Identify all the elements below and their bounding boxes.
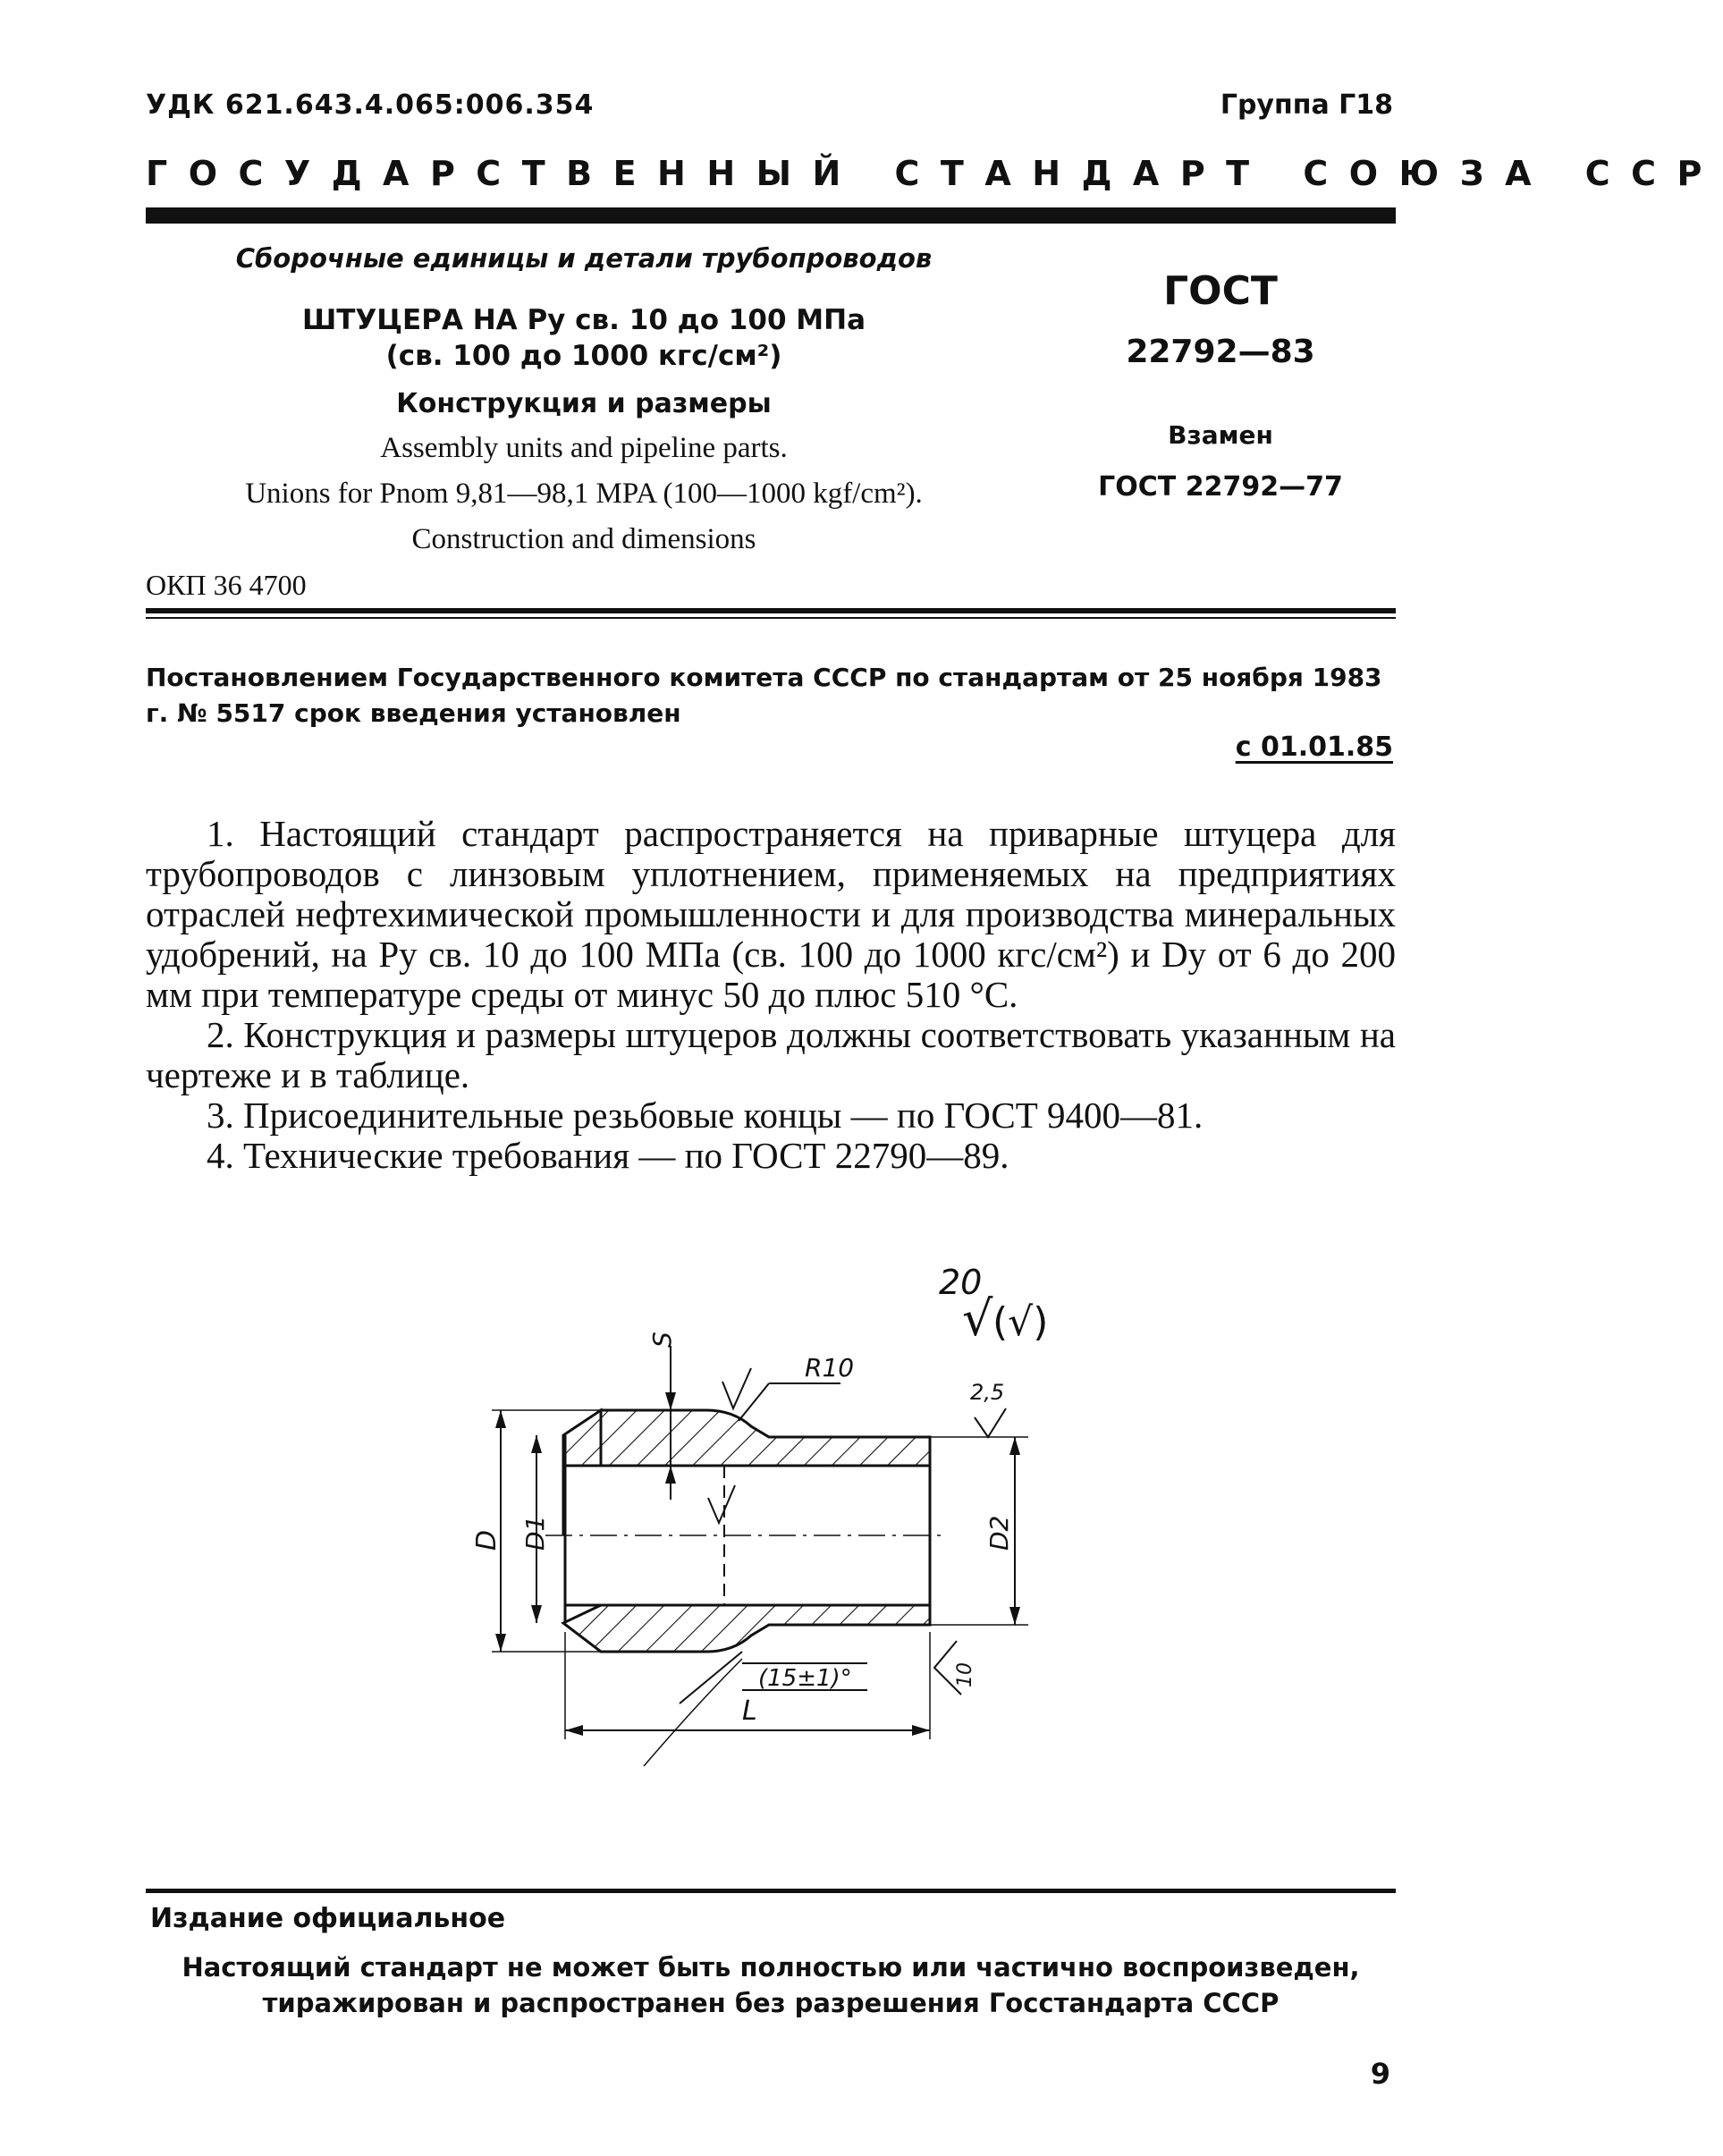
- gost-label: ГОСТ: [1163, 268, 1278, 314]
- dim-D2-label: D2: [984, 1515, 1014, 1551]
- radius-label: R10: [805, 1353, 855, 1382]
- header-rule: [146, 207, 1396, 224]
- decree-text: Постановлением Государственного комитета СССР по стандартам от 25 ноября 1983 г. № 5517 срок введения установлен: [146, 663, 1382, 728]
- english-title-line-1: Assembly units and pipeline parts.: [380, 432, 788, 464]
- group-code: Группа Г18: [1220, 89, 1393, 121]
- series-title: Сборочные единицы и детали трубопроводов: [235, 243, 933, 274]
- copyright-note-line-2: тиражирован и распространен без разрешения Госстандарта СССР: [262, 1988, 1280, 2018]
- instead-label: Взамен: [1168, 420, 1273, 450]
- state-standard-heading: ГОСУДАРСТВЕННЫЙ СТАНДАРТ СОЮЗА ССР: [146, 154, 1723, 193]
- paragraph-2: 2. Конструкция и размеры штуцеров должны соответствовать указанным на чертеже и в таблице.: [146, 1014, 1396, 1095]
- lower-wall-section: [563, 1605, 930, 1652]
- effective-date: с 01.01.85: [1235, 731, 1393, 763]
- roughness-top-symbol: [722, 1368, 751, 1408]
- english-title-line-3: Construction and dimensions: [411, 523, 756, 555]
- english-title-line-2: Unions for Pnom 9,81—98,1 MPA (100—1000 kgf/cm²).: [245, 478, 923, 510]
- angle-label: (15±1)°: [758, 1665, 852, 1692]
- body-text: [146, 814, 1396, 1176]
- gost-number: 22792—83: [1126, 334, 1315, 370]
- dim-D-label: D: [471, 1529, 503, 1551]
- roughness-general-symbol: √: [962, 1290, 993, 1347]
- edition-label: Издание официальное: [150, 1903, 506, 1934]
- paragraph-1: 1. Настоящий стандарт распространяется на приварные штуцера для трубопроводов с линзовым уплотнением, применяемых на предприятиях отраслей нефтехимической промышленности и для производства минеральных удобрений, на Pу св. 10 до 100 МПа (св. 100 до 1000 кгс/см²) и Dу от 6 до 200 мм при температуре среды от минус 50 до плюс 510 °С.: [146, 813, 1396, 1015]
- roughness-general-value: 20: [939, 1263, 983, 1302]
- radius-leader: [739, 1383, 769, 1421]
- main-title-line-2: (св. 100 до 1000 кгс/см²): [385, 340, 782, 372]
- page-number: 9: [1370, 2057, 1390, 2091]
- gost-block: [1073, 268, 1368, 503]
- copyright-note: [146, 1949, 1396, 2021]
- replaced-standard: ГОСТ 22792—77: [1098, 471, 1343, 503]
- bore: [565, 1466, 930, 1602]
- okp-code: ОКП 36 4700: [146, 569, 307, 601]
- copyright-note-line-1: Настоящий стандарт не может быть полностью или частично воспроизведен,: [182, 1952, 1360, 1983]
- union-drawing-svg: [471, 1239, 1082, 1739]
- paragraph-4: 4. Технические требования — по ГОСТ 22790—89.: [207, 1135, 1009, 1176]
- roughness-side-value: 10: [954, 1662, 976, 1687]
- roughness-end-value: 2,5: [970, 1380, 1005, 1405]
- angle-arc: [644, 1659, 742, 1766]
- construction-title: Конструкция и размеры: [396, 388, 772, 419]
- footer-rule: [146, 1889, 1396, 1893]
- okp-rule-thin: [146, 617, 1396, 619]
- okp-rule: [146, 608, 1396, 613]
- main-title-line-1: ШТУЦЕРА НА Pу св. 10 до 100 МПа: [301, 304, 866, 336]
- union-drawing: [471, 1239, 1082, 1744]
- paragraph-3: 3. Присоединительные резьбовые концы — по ГОСТ 9400—81.: [207, 1095, 1204, 1136]
- dim-S-label: S: [647, 1332, 677, 1348]
- dim-D1-label: D1: [520, 1515, 550, 1551]
- roughness-paren-symbol: (√): [992, 1299, 1049, 1345]
- title-block: [146, 243, 1022, 556]
- udk-code: УДК 621.643.4.065:006.354: [146, 89, 595, 121]
- dim-L-label: L: [742, 1695, 757, 1727]
- roughness-end-symbol: [975, 1408, 1006, 1437]
